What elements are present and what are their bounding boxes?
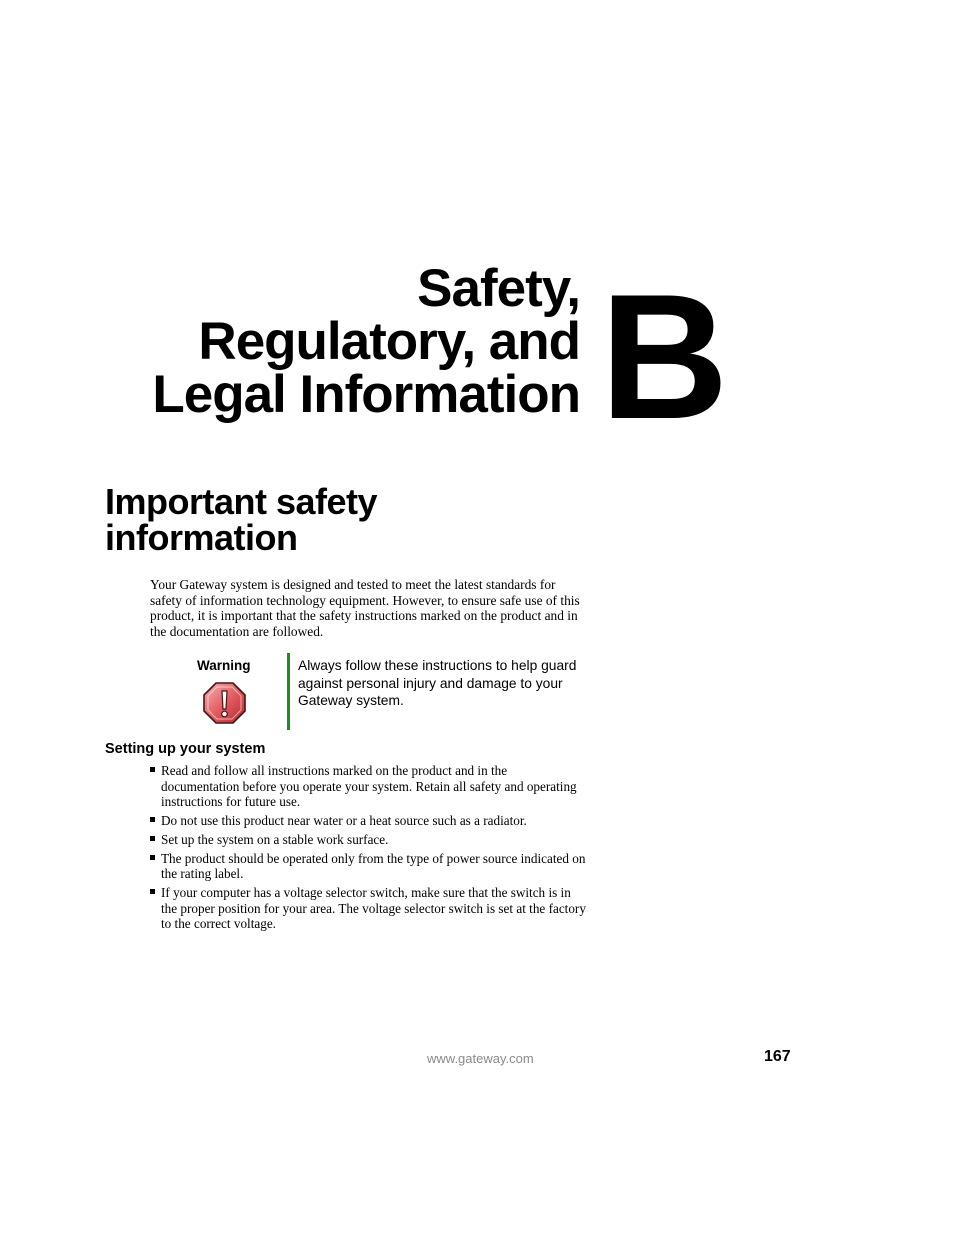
chapter-title-line: Safety, [417,259,580,318]
chapter-title [60,259,580,424]
setup-list [148,763,588,935]
list-item [148,832,588,848]
page-number: 167 [764,1048,791,1065]
list-item-text: Read and follow all instructions marked on the product and in the documentation before you operate your system. Retain all safety and operating instructions for future use. [161,763,577,809]
chapter-title-line: Legal Information [152,365,580,424]
footer-url: www.gateway.com [427,1051,534,1066]
chapter-title-line: Regulatory, and [198,312,580,371]
bullet-square-icon [150,817,155,822]
warning-label: Warning [197,658,251,673]
warning-text: Always follow these instructions to help guard against personal injury and damage to your Gateway system. [298,658,577,709]
list-item-text: Do not use this product near water or a heat source such as a radiator. [161,812,527,828]
chapter-letter: B [600,257,725,456]
section-title-line: information [105,517,298,558]
intro-paragraph: Your Gateway system is designed and tested to meet the latest standards for safety of information technology equipment. However, to ensure safe use of this product, it is important that the safety instructions marked on the product and in the documentation are followed. [150,577,580,639]
warning-octagon-icon [203,682,246,724]
list-item [148,885,588,932]
bullet-square-icon [150,889,155,894]
bullet-square-icon [150,836,155,841]
list-item [148,851,588,882]
warning-divider [287,653,290,730]
list-item [148,813,588,829]
setup-heading: Setting up your system [105,741,266,757]
bullet-square-icon [150,767,155,772]
bullet-square-icon [150,855,155,860]
list-item [148,763,588,810]
list-item-text: If your computer has a voltage selector switch, make sure that the switch is in the proper position for your area. The voltage selector switch is set at the factory to the correct voltage. [161,885,586,932]
list-item-text: Set up the system on a stable work surface. [161,831,389,847]
section-title [105,481,378,558]
list-item-text: The product should be operated only from the type of power source indicated on the rating label. [161,850,586,882]
section-title-line: Important safety [105,481,378,522]
